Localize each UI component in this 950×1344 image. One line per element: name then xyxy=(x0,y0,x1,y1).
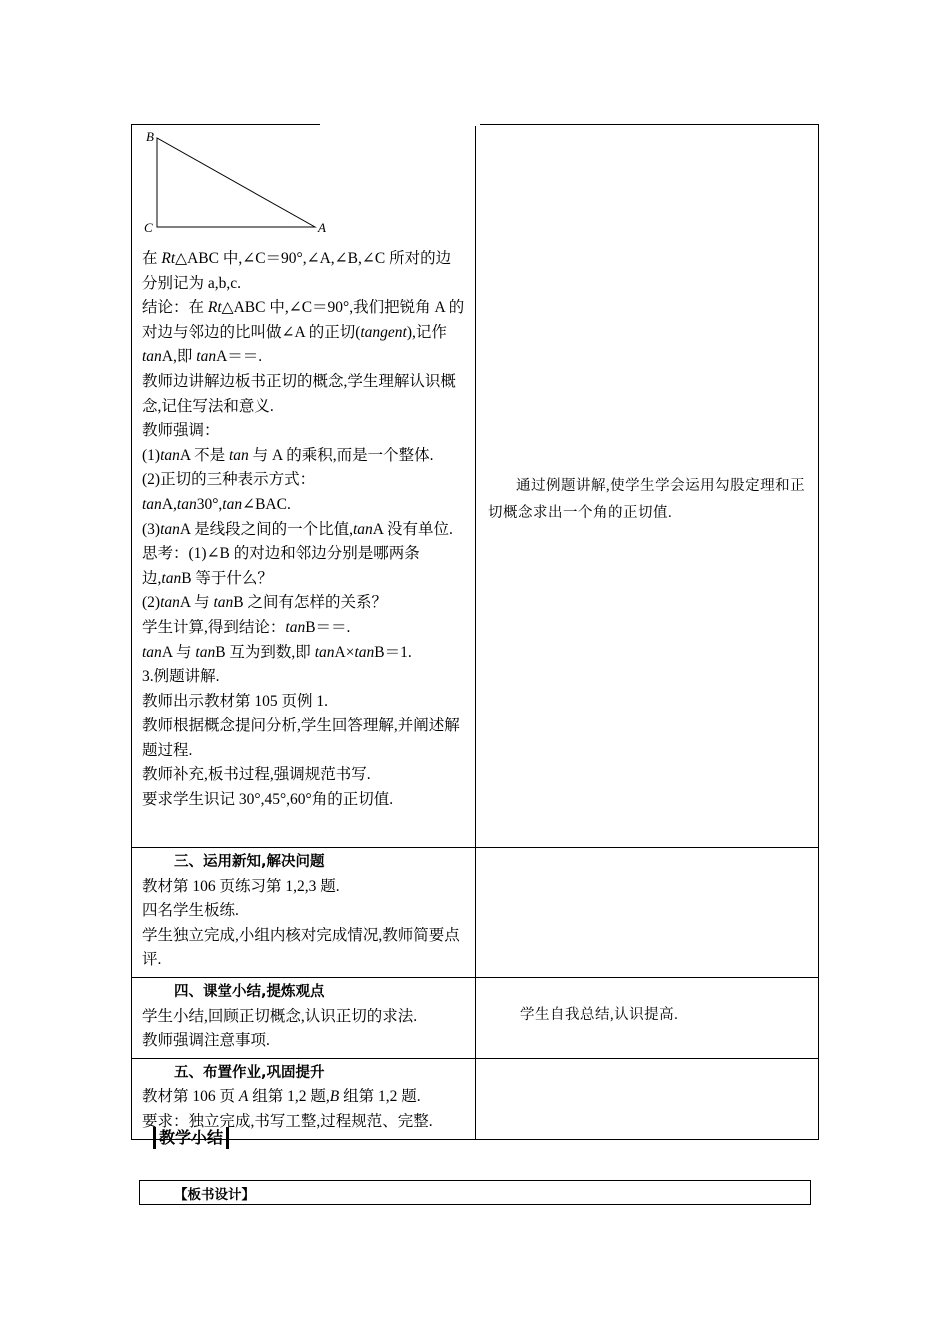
text-line: 教师边讲解边板书正切的概念,学生理解认识概念,记住写法和意义. xyxy=(142,372,456,415)
text-line: 学生小结,回顾正切概念,认识正切的求法. xyxy=(142,1007,418,1025)
note-cell-empty xyxy=(476,848,819,978)
italic-term: tan xyxy=(213,594,234,612)
italic-term: tan xyxy=(142,643,162,661)
text-line: (2)tanA 与 tanB 之间有怎样的关系？ xyxy=(142,594,388,612)
italic-term: tan xyxy=(196,348,217,366)
sec3-text xyxy=(142,875,465,973)
text-line: (3)tanA 是线段之间的一个比值,tanA 没有单位. xyxy=(142,520,453,538)
italic-term: tan xyxy=(176,495,197,513)
text-line: 教材第 106 页练习第 1,2,3 题. xyxy=(142,877,340,895)
text-line: tanA 与 tanB 互为到数,即 tanA×tanB＝1. xyxy=(142,643,412,661)
note-cell xyxy=(476,977,819,1058)
italic-term: Rt xyxy=(207,299,222,317)
board-design-box xyxy=(139,1180,811,1205)
text-line: 要求：独立完成,书写工整,过程规范、完整. xyxy=(142,1112,433,1130)
summary-cell xyxy=(132,977,476,1058)
board-design-label: 【板书设计】 xyxy=(174,1187,255,1203)
text-line: 要求学生识记 30°,45°,60°角的正切值. xyxy=(142,791,394,809)
italic-term: tan xyxy=(142,348,162,366)
vertex-a-label: A xyxy=(318,220,326,235)
text-line: 思考：(1)∠B 的对边和邻边分别是哪两条边,tanB 等于什么？ xyxy=(142,545,420,587)
text-line: 学生独立完成,小组内核对完成情况,教师简要点评. xyxy=(142,926,460,969)
text-line: 在 Rt△ABC 中,∠C＝90°,∠A,∠B,∠C 所对的边分别记为 a,b,c. xyxy=(142,250,452,292)
triangle-shape xyxy=(157,138,315,227)
text-line: (2)正切的三种表示方式： xyxy=(142,471,316,489)
text-line: 教师根据概念提问分析,学生回答理解,并阐述解题过程. xyxy=(142,717,460,759)
text-line: (1)tanA 不是 tan 与 A 的乘积,而是一个整体. xyxy=(142,446,434,464)
text-line: 学生计算,得到结论：tanB＝＝. xyxy=(142,618,351,636)
italic-term: tan xyxy=(160,520,180,538)
note-cell xyxy=(476,125,819,848)
italic-term: tan xyxy=(314,643,335,661)
sec4-text xyxy=(142,1005,465,1054)
italic-term: tan xyxy=(352,520,373,538)
practice-cell xyxy=(132,848,476,978)
italic-term: tan xyxy=(285,618,306,636)
sec1-note: 通过例题讲解,使学生学会运用勾股定理和正切概念求出一个角的正切值. xyxy=(488,478,806,521)
sec4-heading: 四、课堂小结,提炼观点 xyxy=(174,983,325,1000)
text-line: 3.例题讲解. xyxy=(142,668,220,686)
italic-term: tan xyxy=(228,446,249,464)
table-row xyxy=(132,125,819,848)
text-line: 教材第 106 页 A 组第 1,2 题,B 组第 1,2 题. xyxy=(142,1088,421,1106)
italic-term: A xyxy=(238,1088,249,1106)
italic-term: tan xyxy=(222,495,243,513)
vertex-c-label: C xyxy=(144,220,153,235)
text-line: 教师出示教材第 105 页例 1. xyxy=(142,692,329,710)
italic-term: B xyxy=(329,1088,340,1106)
table-top-gap xyxy=(320,122,480,126)
italic-term: Rt xyxy=(161,250,176,267)
italic-term: tan xyxy=(195,643,216,661)
lesson-table xyxy=(131,124,819,1140)
text-line: 四名学生板练. xyxy=(142,902,239,920)
table-row xyxy=(132,977,819,1058)
italic-term: tan xyxy=(354,643,375,661)
sec5-heading: 五、布置作业,巩固提升 xyxy=(174,1064,325,1081)
vertex-b-label: B xyxy=(146,129,154,144)
italic-term: tan xyxy=(142,495,162,513)
text-line: 教师强调： xyxy=(142,422,220,440)
process-cell xyxy=(132,125,476,848)
note-cell-empty xyxy=(476,1058,819,1139)
text-line: tanA,tan30°,tan∠BAC. xyxy=(142,495,291,513)
italic-term: tan xyxy=(160,446,180,464)
italic-term: tan xyxy=(161,569,182,587)
sec4-note: 学生自我总结,认识提高. xyxy=(520,1006,679,1023)
table-row xyxy=(132,848,819,978)
summary-title: 教学小结 xyxy=(153,1127,229,1149)
text-line: 结论：在 Rt△ABC 中,∠C＝90°,我们把锐角 A 的对边与邻边的比叫做∠A 的正切(tangent),记作 tanA,即 tanA＝＝. xyxy=(142,299,465,366)
sec1-text xyxy=(132,243,475,817)
italic-term: tangent xyxy=(360,323,407,341)
sec3-heading: 三、运用新知,解决问题 xyxy=(174,854,325,870)
text-line: 教师补充,板书过程,强调规范书写. xyxy=(142,766,371,784)
text-line: 教师强调注意事项. xyxy=(142,1032,270,1050)
right-triangle-figure xyxy=(140,125,340,243)
table-row xyxy=(132,1058,819,1139)
italic-term: tan xyxy=(160,594,180,612)
